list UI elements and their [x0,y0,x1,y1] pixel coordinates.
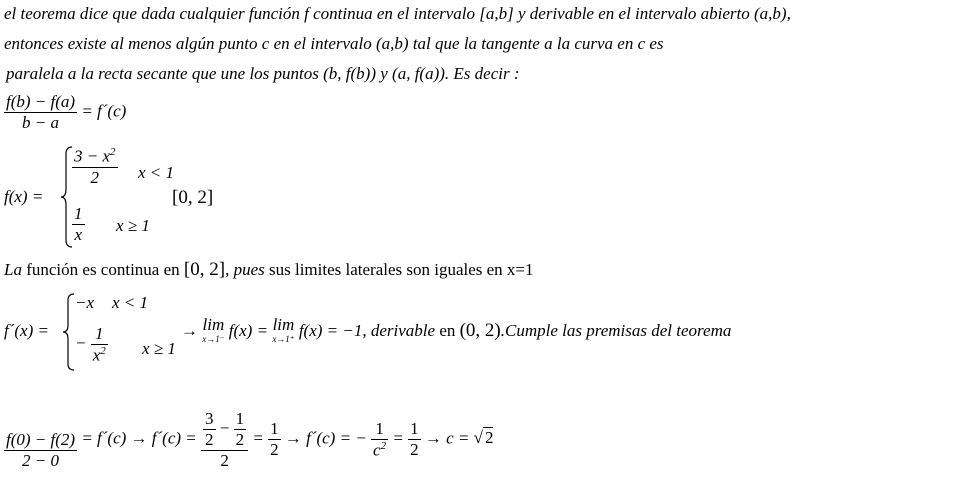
c-frac-num: 1 [375,418,384,438]
right-limit-word: lim [272,315,295,334]
piecewise-interval: [0, 2] [172,187,214,208]
c-frac-exp: 2 [380,439,387,452]
piecewise-lhs: f(x) = [4,187,44,206]
half-den: 2 [270,440,279,459]
sqrt-result: √ 2 [473,428,494,448]
intro-line-2: entonces existe al menos algún punto c en el intervalo (a,b) tal que la tangente a la curva en c es [4,34,664,53]
mvt-formula [4,92,126,133]
result-eq1: = f´(c) → f´(c) = [81,428,197,448]
case1-denominator: 2 [72,167,118,188]
continuity-pues: , pues [225,260,265,279]
intro-line-3: paralela a la recta secante que une los puntos (b, f(b)) y (a, f(a)). Es decir : [6,64,520,83]
right-limit [272,315,295,346]
continuity-interval: [0, 2] [183,259,226,280]
derivative-case2-exponent: 2 [100,345,106,357]
compound-minus: − [219,417,230,437]
compound-denominator: 2 [201,450,248,471]
result-eq3: → f´(c) = − [284,428,367,448]
piecewise-case-2 [72,204,85,245]
result-denominator: 2 − 0 [4,450,77,471]
derivative-case-2 [75,324,108,366]
limit-arrow: → [181,320,198,340]
derivative-case2-numerator: 1 [95,324,104,343]
derivable-interval: (0, 2) [459,319,501,341]
case1-numerator: 3 − x [74,146,111,166]
mvt-rhs: = f´(c) [81,101,127,121]
derivative-lhs: f´(x) = [4,321,49,340]
result-eq5: → c = [424,428,470,448]
result-eq2: = [252,428,264,448]
intro-line-1: el teorema dice que dada cualquier función f continua en el intervalo [a,b] y derivable en el intervalo abierto (a,b), [4,4,791,23]
half2-num: 1 [410,419,419,438]
result-eq4: = [392,428,404,448]
half2-den: 2 [410,440,419,459]
frac-b-num: 1 [235,408,245,428]
cumple-text: .Cumple las premisas del teorema [500,320,732,340]
case2-numerator: 1 [74,204,83,223]
left-limit-word: lim [202,315,225,334]
result-fraction [4,430,77,471]
left-limit-fx: f(x) = [228,320,269,340]
continuity-text: función es continua en [21,260,184,279]
mvt-numerator: f(b) − f(a) [6,92,76,111]
mvt-fraction [4,92,77,133]
left-limit [202,315,225,346]
case2-denominator: x [72,224,85,245]
c-frac-den: c [373,440,381,460]
continuity-line [4,260,534,280]
half-num: 1 [270,419,279,438]
case1-condition: x < 1 [138,163,175,182]
compound-fraction [201,409,248,471]
en-word: en [439,320,456,340]
frac-a-num: 3 [205,408,214,428]
derivative-case-1: −x [75,293,95,312]
case1-exponent: 2 [110,146,116,158]
derivative-case2-sign: − [75,333,87,353]
result-equation [4,408,493,471]
frac-a-den: 2 [205,429,214,449]
left-limit-sub: x→1⁻ [202,334,225,344]
continuity-rest: sus limites laterales son iguales en x=1 [264,260,534,279]
derivable-word: derivable [370,320,436,340]
derivative-case2-denominator: x [92,345,101,365]
result-numerator: f(0) − f(2) [6,430,76,449]
derivative-case1-condition: x < 1 [112,293,149,312]
case2-condition: x ≥ 1 [116,216,150,235]
right-limit-fx: f(x) = −1, [298,320,367,340]
derivative-brace [62,293,76,371]
derivative-case2-condition: x ≥ 1 [142,339,176,358]
continuity-lead: La [4,260,22,279]
frac-b-den: 2 [235,429,245,449]
mvt-denominator: b − a [4,112,77,133]
right-limit-sub: x→1⁺ [272,334,295,344]
limit-expression [181,315,732,346]
sqrt-value: 2 [484,428,494,448]
piecewise-case-1 [72,146,118,188]
